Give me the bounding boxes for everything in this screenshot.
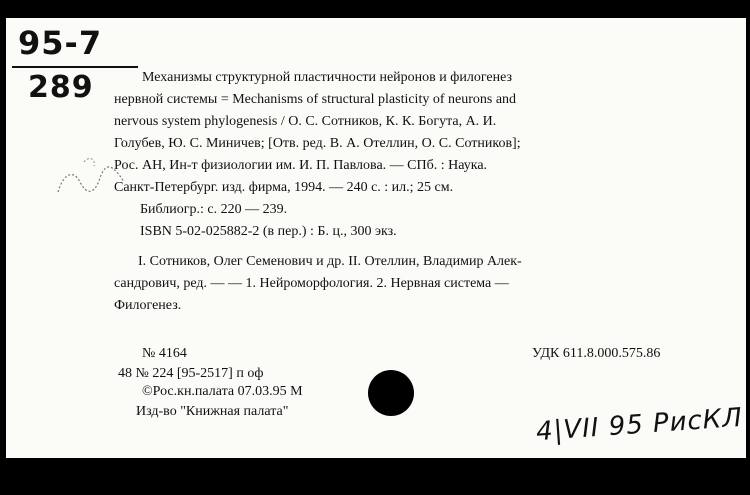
udk-code: УДК 611.8.000.575.86	[532, 346, 661, 361]
tracing-line: сандрович, ред. — — 1. Нейроморфология. 2. Нервная система —	[114, 276, 509, 291]
call-number-divider	[12, 66, 138, 68]
ink-stamp	[368, 370, 414, 416]
isbn-line: ISBN 5-02-025882-2 (в пер.) : Б. ц., 300 экз.	[140, 224, 397, 239]
card-number: № 4164	[142, 346, 187, 361]
entry-line: Голубев, Ю. С. Миничев; [Отв. ред. В. А. Отеллин, О. С. Сотников];	[114, 136, 521, 151]
tracing-line: I. Сотников, Олег Семенович и др. II. Отеллин, Владимир Алек-	[138, 254, 522, 269]
entry-line: Механизмы структурной пластичности нейронов и филогенез	[142, 70, 513, 85]
handwritten-note: 4|VII 95 РисКЛ	[535, 402, 744, 448]
publisher-line: Изд-во "Книжная палата"	[136, 404, 289, 419]
copyright-line: ©Рос.кн.палата 07.03.95 М	[142, 384, 303, 399]
entry-line: нервной системы = Mechanisms of structural plasticity of neurons and	[114, 92, 517, 107]
call-number-bottom: 289	[28, 70, 94, 105]
entry-line: nervous system phylogenesis / О. С. Сотников, К. К. Богута, А. И.	[114, 114, 497, 129]
entry-line: Рос. АН, Ин-т физиологии им. И. П. Павлова. — СПб. : Наука.	[114, 158, 488, 173]
call-number-top: 95-7	[18, 24, 103, 62]
catalog-card	[6, 18, 746, 458]
entry-line: Санкт-Петербург. изд. фирма, 1994. — 240 с. : ил.; 25 см.	[114, 180, 454, 195]
tracing-line: Филогенез.	[114, 298, 182, 313]
bibliography-line: Библиогр.: с. 220 — 239.	[140, 202, 288, 217]
footer-line: 48 № 224 [95-2517] п оф	[118, 366, 264, 381]
